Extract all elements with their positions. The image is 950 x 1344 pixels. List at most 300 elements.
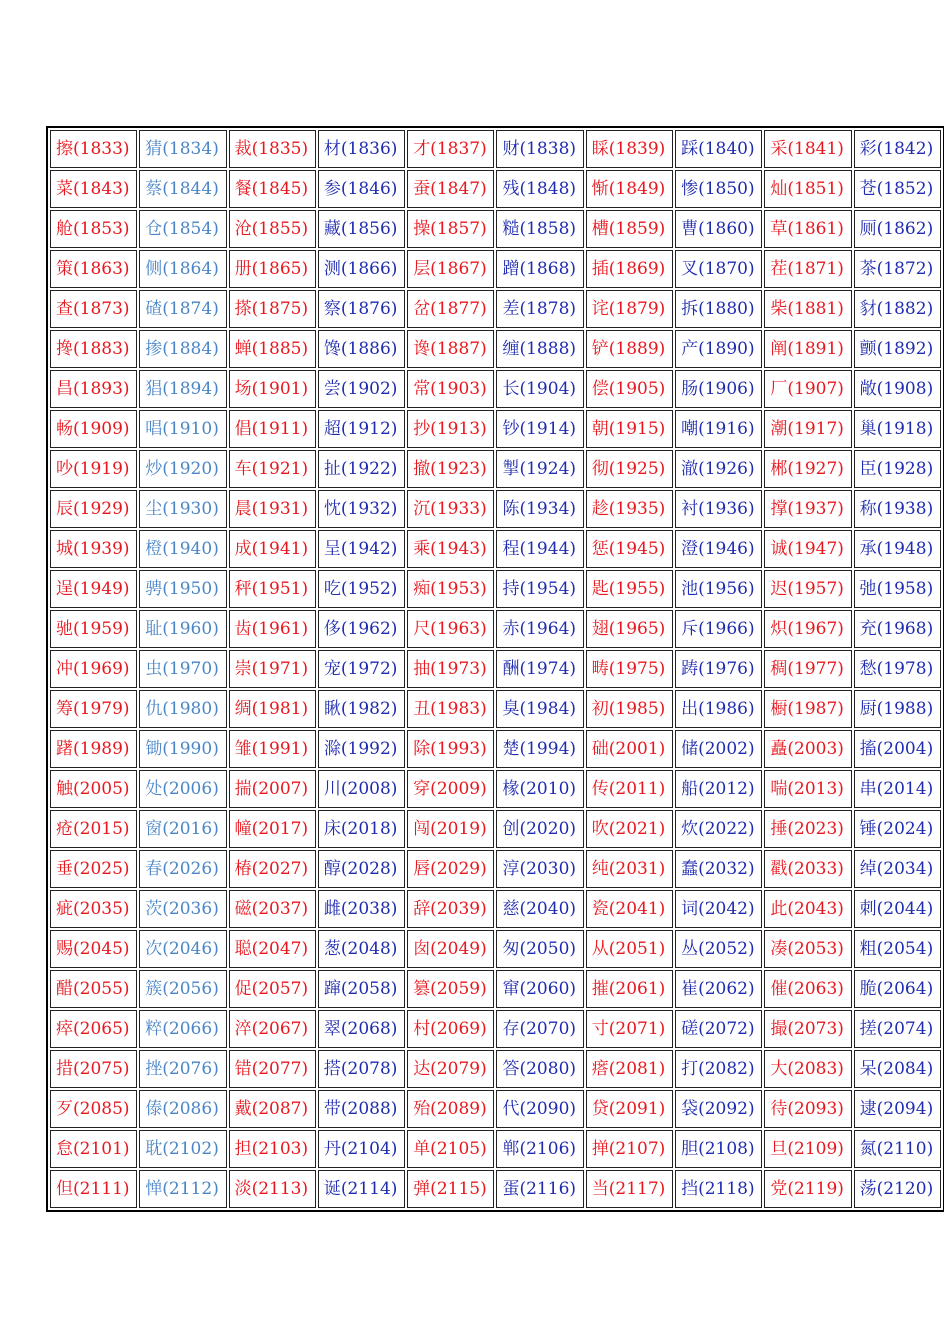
character-cell: 粹(2066) (139, 1010, 226, 1048)
character-cell: 车(1921) (229, 450, 316, 488)
table-row (50, 810, 941, 848)
character-cell: 筹(1979) (50, 690, 137, 728)
character-cell: 踌(1976) (675, 650, 762, 688)
character-cell: 担(2103) (229, 1130, 316, 1168)
character-cell: 长(1904) (496, 370, 583, 408)
character-cell: 掣(1924) (496, 450, 583, 488)
character-cell: 翅(1965) (586, 610, 673, 648)
character-cell: 除(1993) (407, 730, 494, 768)
character-cell: 稠(1977) (764, 650, 851, 688)
character-cell: 创(2020) (496, 810, 583, 848)
character-cell: 产(1890) (675, 330, 762, 368)
character-cell: 荡(2120) (854, 1170, 941, 1208)
character-cell: 诚(1947) (764, 530, 851, 568)
character-cell: 船(2012) (675, 770, 762, 808)
character-cell: 倡(1911) (229, 410, 316, 448)
character-cell: 疮(2015) (50, 810, 137, 848)
table-row (50, 1170, 941, 1208)
character-cell: 旦(2109) (764, 1130, 851, 1168)
character-cell: 戳(2033) (764, 850, 851, 888)
character-cell: 聪(2047) (229, 930, 316, 968)
character-cell: 苍(1852) (854, 170, 941, 208)
character-cell: 彻(1925) (586, 450, 673, 488)
character-cell: 橙(1940) (139, 530, 226, 568)
character-cell: 菜(1843) (50, 170, 137, 208)
character-cell: 耽(2102) (139, 1130, 226, 1168)
character-cell: 宠(1972) (318, 650, 405, 688)
character-cell: 超(1912) (318, 410, 405, 448)
character-cell: 傣(2086) (139, 1090, 226, 1128)
character-cell: 脆(2064) (854, 970, 941, 1008)
character-cell: 待(2093) (764, 1090, 851, 1128)
character-cell: 潮(1917) (764, 410, 851, 448)
character-cell: 胆(2108) (675, 1130, 762, 1168)
character-cell: 出(1986) (675, 690, 762, 728)
character-cell: 葱(2048) (318, 930, 405, 968)
character-cell: 层(1867) (407, 250, 494, 288)
table-row (50, 970, 941, 1008)
character-cell: 吹(2021) (586, 810, 673, 848)
character-cell: 诞(2114) (318, 1170, 405, 1208)
character-cell: 侈(1962) (318, 610, 405, 648)
character-cell: 纯(2031) (586, 850, 673, 888)
character-cell: 衬(1936) (675, 490, 762, 528)
character-cell: 穿(2009) (407, 770, 494, 808)
character-cell: 匙(1955) (586, 570, 673, 608)
character-cell: 赐(2045) (50, 930, 137, 968)
character-cell: 碴(1874) (139, 290, 226, 328)
table-row (50, 530, 941, 568)
character-cell: 趁(1935) (586, 490, 673, 528)
character-cell: 忱(1932) (318, 490, 405, 528)
character-cell: 唱(1910) (139, 410, 226, 448)
character-cell: 差(1878) (496, 290, 583, 328)
character-cell: 茬(1871) (764, 250, 851, 288)
character-cell: 瘩(2081) (586, 1050, 673, 1088)
table-row (50, 170, 941, 208)
character-cell: 丹(2104) (318, 1130, 405, 1168)
character-cell: 晨(1931) (229, 490, 316, 528)
character-cell: 磋(2072) (675, 1010, 762, 1048)
character-cell: 残(1848) (496, 170, 583, 208)
character-cell: 床(2018) (318, 810, 405, 848)
table-row (50, 490, 941, 528)
character-cell: 舱(1853) (50, 210, 137, 248)
character-cell: 篡(2059) (407, 970, 494, 1008)
character-cell: 蝉(1885) (229, 330, 316, 368)
table-row (50, 730, 941, 768)
character-cell: 程(1944) (496, 530, 583, 568)
character-cell: 窗(2016) (139, 810, 226, 848)
character-cell: 搐(2004) (854, 730, 941, 768)
character-cell: 赤(1964) (496, 610, 583, 648)
character-cell: 椽(2010) (496, 770, 583, 808)
character-cell: 称(1938) (854, 490, 941, 528)
character-cell: 疵(2035) (50, 890, 137, 928)
table-row (50, 130, 941, 168)
character-cell: 厕(1862) (854, 210, 941, 248)
character-cell: 馋(1886) (318, 330, 405, 368)
character-cell: 郴(1927) (764, 450, 851, 488)
character-cell: 乘(1943) (407, 530, 494, 568)
character-cell: 词(2042) (675, 890, 762, 928)
character-cell: 吃(1952) (318, 570, 405, 608)
character-cell: 仇(1980) (139, 690, 226, 728)
character-cell: 茶(1872) (854, 250, 941, 288)
character-cell: 达(2079) (407, 1050, 494, 1088)
character-cell: 氮(2110) (854, 1130, 941, 1168)
character-cell: 川(2008) (318, 770, 405, 808)
character-cell: 财(1838) (496, 130, 583, 168)
character-cell: 尝(1902) (318, 370, 405, 408)
character-cell: 灿(1851) (764, 170, 851, 208)
table-row (50, 890, 941, 928)
character-cell: 敞(1908) (854, 370, 941, 408)
character-cell: 促(2057) (229, 970, 316, 1008)
character-cell: 淡(2113) (229, 1170, 316, 1208)
character-cell: 缠(1888) (496, 330, 583, 368)
character-cell: 淬(2067) (229, 1010, 316, 1048)
character-cell: 雏(1991) (229, 730, 316, 768)
character-cell: 沧(1855) (229, 210, 316, 248)
character-cell: 尺(1963) (407, 610, 494, 648)
character-cell: 蹿(2058) (318, 970, 405, 1008)
character-cell: 册(1865) (229, 250, 316, 288)
table-row (50, 330, 941, 368)
character-cell: 殆(2089) (407, 1090, 494, 1128)
table-row (50, 770, 941, 808)
character-cell: 凑(2053) (764, 930, 851, 968)
character-cell: 呈(1942) (318, 530, 405, 568)
character-cell: 垂(2025) (50, 850, 137, 888)
character-cell: 岔(1877) (407, 290, 494, 328)
character-cell: 戴(2087) (229, 1090, 316, 1128)
character-cell: 淳(2030) (496, 850, 583, 888)
character-cell: 摧(2061) (586, 970, 673, 1008)
character-cell: 挫(2076) (139, 1050, 226, 1088)
character-cell: 党(2119) (764, 1170, 851, 1208)
character-cell: 郸(2106) (496, 1130, 583, 1168)
character-cell: 歹(2085) (50, 1090, 137, 1128)
character-cell: 裁(1835) (229, 130, 316, 168)
character-cell: 椿(2027) (229, 850, 316, 888)
character-cell: 炊(2022) (675, 810, 762, 848)
character-cell: 成(1941) (229, 530, 316, 568)
character-cell: 场(1901) (229, 370, 316, 408)
table-row (50, 930, 941, 968)
character-cell: 猖(1894) (139, 370, 226, 408)
character-cell: 揣(2007) (229, 770, 316, 808)
character-cell: 材(1836) (318, 130, 405, 168)
character-cell: 磁(2037) (229, 890, 316, 928)
character-cell: 锄(1990) (139, 730, 226, 768)
character-cell: 澄(1946) (675, 530, 762, 568)
character-cell: 蛋(2116) (496, 1170, 583, 1208)
character-cell: 串(2014) (854, 770, 941, 808)
character-cell: 惩(1945) (586, 530, 673, 568)
character-cell: 撮(2073) (764, 1010, 851, 1048)
character-cell: 侧(1864) (139, 250, 226, 288)
table-row (50, 650, 941, 688)
character-cell: 查(1873) (50, 290, 137, 328)
character-cell: 弛(1958) (854, 570, 941, 608)
character-cell: 寸(2071) (586, 1010, 673, 1048)
character-cell: 贷(2091) (586, 1090, 673, 1128)
character-cell: 颤(1892) (854, 330, 941, 368)
character-cell: 仓(1854) (139, 210, 226, 248)
character-cell: 策(1863) (50, 250, 137, 288)
character-cell: 擦(1833) (50, 130, 137, 168)
character-cell: 叉(1870) (675, 250, 762, 288)
character-cell: 承(1948) (854, 530, 941, 568)
character-cell: 簇(2056) (139, 970, 226, 1008)
character-cell: 齿(1961) (229, 610, 316, 648)
character-cell: 催(2063) (764, 970, 851, 1008)
character-cell: 带(2088) (318, 1090, 405, 1128)
character-cell: 躇(1989) (50, 730, 137, 768)
character-cell: 锤(2024) (854, 810, 941, 848)
character-cell: 翠(2068) (318, 1010, 405, 1048)
character-cell: 炽(1967) (764, 610, 851, 648)
table-row (50, 570, 941, 608)
character-cell: 茨(2036) (139, 890, 226, 928)
character-cell: 搭(2078) (318, 1050, 405, 1088)
character-cell: 猜(1834) (139, 130, 226, 168)
character-cell: 炒(1920) (139, 450, 226, 488)
character-cell: 捶(2023) (764, 810, 851, 848)
character-cell: 当(2117) (586, 1170, 673, 1208)
character-cell: 逞(1949) (50, 570, 137, 608)
character-cell: 滁(1992) (318, 730, 405, 768)
character-cell: 臭(1984) (496, 690, 583, 728)
character-cell: 餐(1845) (229, 170, 316, 208)
character-cell: 瞅(1982) (318, 690, 405, 728)
character-cell: 城(1939) (50, 530, 137, 568)
character-cell: 阐(1891) (764, 330, 851, 368)
character-cell: 测(1866) (318, 250, 405, 288)
character-cell: 橱(1987) (764, 690, 851, 728)
character-cell: 唇(2029) (407, 850, 494, 888)
character-cell: 曹(1860) (675, 210, 762, 248)
table-row (50, 1010, 941, 1048)
character-cell: 钞(1914) (496, 410, 583, 448)
character-cell: 槽(1859) (586, 210, 673, 248)
character-cell: 惮(2112) (139, 1170, 226, 1208)
character-cell: 窜(2060) (496, 970, 583, 1008)
table-row (50, 410, 941, 448)
character-cell: 持(1954) (496, 570, 583, 608)
character-cell: 丛(2052) (675, 930, 762, 968)
character-cell: 楚(1994) (496, 730, 583, 768)
character-cell: 厨(1988) (854, 690, 941, 728)
character-cell: 粗(2054) (854, 930, 941, 968)
table-row (50, 450, 941, 488)
character-cell: 掸(2107) (586, 1130, 673, 1168)
character-cell: 幢(2017) (229, 810, 316, 848)
character-cell: 呆(2084) (854, 1050, 941, 1088)
character-table-frame (46, 126, 944, 1212)
character-cell: 但(2111) (50, 1170, 137, 1208)
character-cell: 插(1869) (586, 250, 673, 288)
character-cell: 存(2070) (496, 1010, 583, 1048)
character-cell: 斥(1966) (675, 610, 762, 648)
character-cell: 酬(1974) (496, 650, 583, 688)
character-cell: 撤(1923) (407, 450, 494, 488)
character-cell: 搓(2074) (854, 1010, 941, 1048)
character-cell: 储(2002) (675, 730, 762, 768)
character-cell: 肠(1906) (675, 370, 762, 408)
character-cell: 村(2069) (407, 1010, 494, 1048)
character-cell: 春(2026) (139, 850, 226, 888)
character-cell: 拆(1880) (675, 290, 762, 328)
character-cell: 代(2090) (496, 1090, 583, 1128)
character-cell: 昌(1893) (50, 370, 137, 408)
character-cell: 谗(1887) (407, 330, 494, 368)
character-cell: 怠(2101) (50, 1130, 137, 1168)
character-cell: 醋(2055) (50, 970, 137, 1008)
table-row (50, 1050, 941, 1088)
character-cell: 糙(1858) (496, 210, 583, 248)
character-cell: 抄(1913) (407, 410, 494, 448)
character-cell: 巢(1918) (854, 410, 941, 448)
character-cell: 次(2046) (139, 930, 226, 968)
character-cell: 虫(1970) (139, 650, 226, 688)
character-cell: 单(2105) (407, 1130, 494, 1168)
character-cell: 初(1985) (586, 690, 673, 728)
character-cell: 沉(1933) (407, 490, 494, 528)
character-cell: 搀(1883) (50, 330, 137, 368)
character-cell: 才(1837) (407, 130, 494, 168)
character-cell: 绸(1981) (229, 690, 316, 728)
character-cell: 秤(1951) (229, 570, 316, 608)
character-cell: 扯(1922) (318, 450, 405, 488)
character-cell: 传(2011) (586, 770, 673, 808)
character-cell: 草(1861) (764, 210, 851, 248)
table-row (50, 250, 941, 288)
table-row (50, 210, 941, 248)
character-cell: 答(2080) (496, 1050, 583, 1088)
character-cell: 雌(2038) (318, 890, 405, 928)
character-table (48, 128, 943, 1210)
character-cell: 蠢(2032) (675, 850, 762, 888)
character-cell: 察(1876) (318, 290, 405, 328)
character-cell: 充(1968) (854, 610, 941, 648)
character-cell: 触(2005) (50, 770, 137, 808)
character-cell: 厂(1907) (764, 370, 851, 408)
character-cell: 池(1956) (675, 570, 762, 608)
table-row (50, 850, 941, 888)
character-cell: 崇(1971) (229, 650, 316, 688)
character-cell: 朝(1915) (586, 410, 673, 448)
table-row (50, 610, 941, 648)
character-cell: 诧(1879) (586, 290, 673, 328)
character-cell: 臣(1928) (854, 450, 941, 488)
character-cell: 冲(1969) (50, 650, 137, 688)
character-cell: 闯(2019) (407, 810, 494, 848)
character-cell: 睬(1839) (586, 130, 673, 168)
table-row (50, 690, 941, 728)
character-cell: 蔡(1844) (139, 170, 226, 208)
character-cell: 操(1857) (407, 210, 494, 248)
character-cell: 参(1846) (318, 170, 405, 208)
character-cell: 醇(2028) (318, 850, 405, 888)
character-cell: 尘(1930) (139, 490, 226, 528)
character-cell: 袋(2092) (675, 1090, 762, 1128)
character-cell: 挡(2118) (675, 1170, 762, 1208)
character-cell: 打(2082) (675, 1050, 762, 1088)
table-row (50, 1090, 941, 1128)
character-cell: 刺(2044) (854, 890, 941, 928)
character-cell: 骋(1950) (139, 570, 226, 608)
character-cell: 弹(2115) (407, 1170, 494, 1208)
character-cell: 豺(1882) (854, 290, 941, 328)
character-cell: 础(2001) (586, 730, 673, 768)
character-cell: 错(2077) (229, 1050, 316, 1088)
character-cell: 丑(1983) (407, 690, 494, 728)
character-cell: 畅(1909) (50, 410, 137, 448)
character-cell: 抽(1973) (407, 650, 494, 688)
character-cell: 搽(1875) (229, 290, 316, 328)
character-cell: 慈(2040) (496, 890, 583, 928)
character-cell: 愁(1978) (854, 650, 941, 688)
character-cell: 陈(1934) (496, 490, 583, 528)
character-cell: 惨(1850) (675, 170, 762, 208)
character-cell: 囱(2049) (407, 930, 494, 968)
character-cell: 崔(2062) (675, 970, 762, 1008)
character-cell: 辞(2039) (407, 890, 494, 928)
table-row (50, 370, 941, 408)
character-cell: 迟(1957) (764, 570, 851, 608)
character-cell: 蚕(1847) (407, 170, 494, 208)
character-cell: 大(2083) (764, 1050, 851, 1088)
character-cell: 吵(1919) (50, 450, 137, 488)
character-cell: 澈(1926) (675, 450, 762, 488)
character-cell: 绰(2034) (854, 850, 941, 888)
character-cell: 辰(1929) (50, 490, 137, 528)
character-cell: 喘(2013) (764, 770, 851, 808)
character-cell: 措(2075) (50, 1050, 137, 1088)
character-cell: 撑(1937) (764, 490, 851, 528)
character-cell: 矗(2003) (764, 730, 851, 768)
table-row (50, 1130, 941, 1168)
character-cell: 逮(2094) (854, 1090, 941, 1128)
character-table-body (50, 130, 941, 1208)
character-cell: 掺(1884) (139, 330, 226, 368)
character-cell: 偿(1905) (586, 370, 673, 408)
character-cell: 采(1841) (764, 130, 851, 168)
character-cell: 柴(1881) (764, 290, 851, 328)
character-cell: 处(2006) (139, 770, 226, 808)
character-cell: 藏(1856) (318, 210, 405, 248)
character-cell: 惭(1849) (586, 170, 673, 208)
character-cell: 匆(2050) (496, 930, 583, 968)
character-cell: 嘲(1916) (675, 410, 762, 448)
character-cell: 瓷(2041) (586, 890, 673, 928)
character-cell: 蹭(1868) (496, 250, 583, 288)
character-cell: 驰(1959) (50, 610, 137, 648)
character-cell: 彩(1842) (854, 130, 941, 168)
character-cell: 瘁(2065) (50, 1010, 137, 1048)
table-row (50, 290, 941, 328)
character-cell: 耻(1960) (139, 610, 226, 648)
character-cell: 畴(1975) (586, 650, 673, 688)
character-cell: 常(1903) (407, 370, 494, 408)
character-cell: 从(2051) (586, 930, 673, 968)
character-cell: 痴(1953) (407, 570, 494, 608)
character-cell: 铲(1889) (586, 330, 673, 368)
character-cell: 踩(1840) (675, 130, 762, 168)
character-cell: 此(2043) (764, 890, 851, 928)
